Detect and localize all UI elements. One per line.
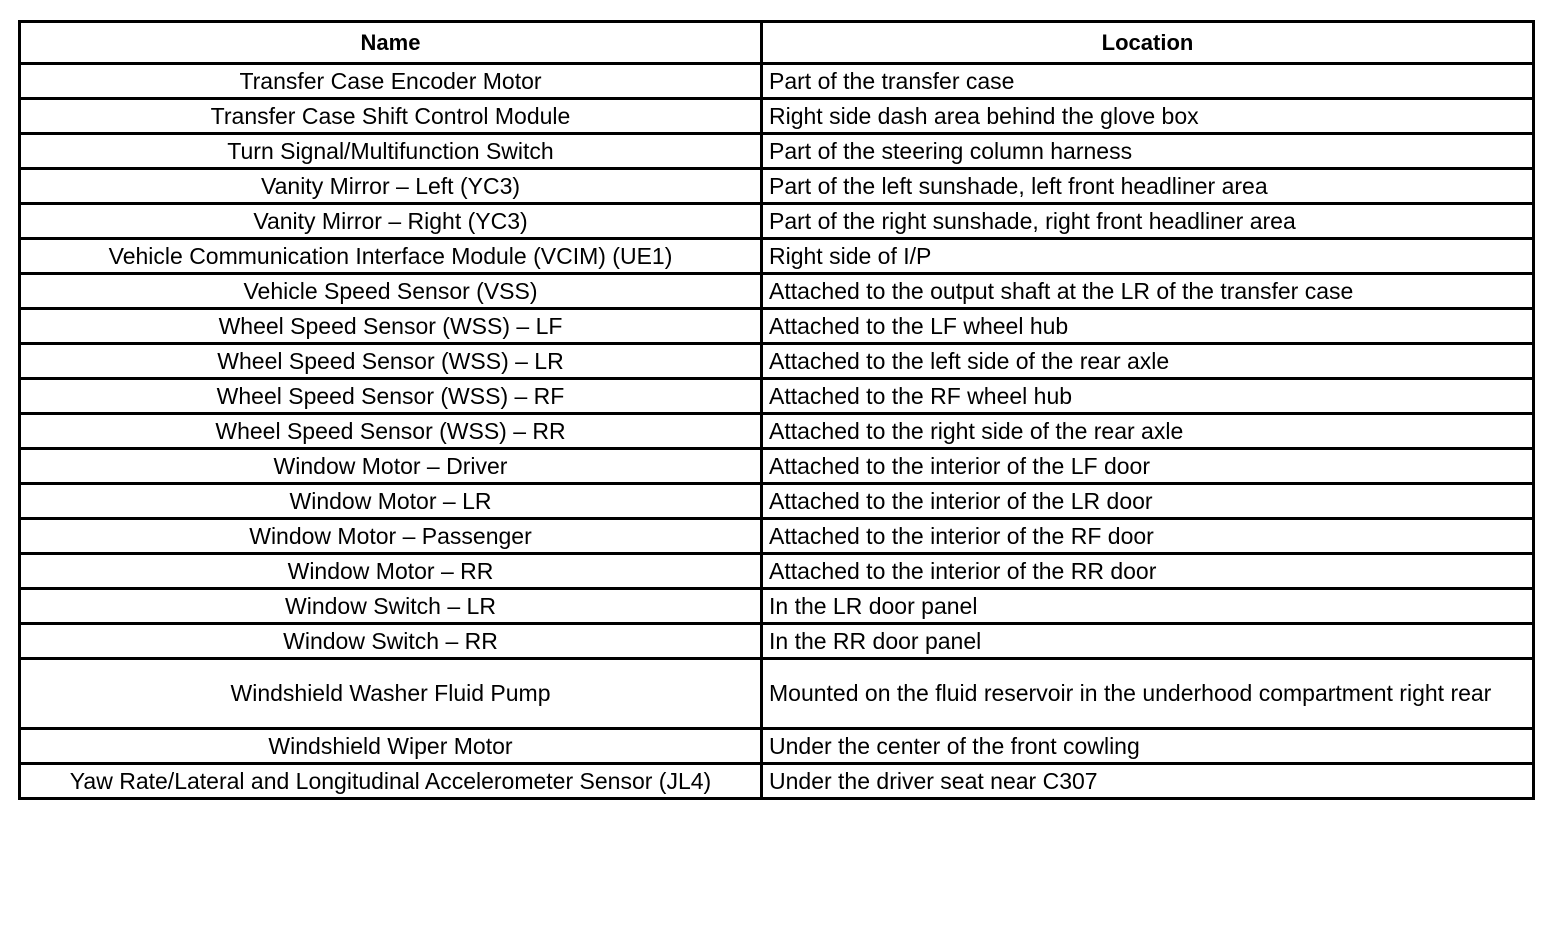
cell-name: Vanity Mirror – Right (YC3)	[20, 204, 762, 239]
cell-location: Attached to the interior of the RR door	[762, 554, 1534, 589]
cell-name: Windshield Wiper Motor	[20, 729, 762, 764]
cell-name: Window Motor – LR	[20, 484, 762, 519]
cell-location: Attached to the output shaft at the LR of the transfer case	[762, 274, 1534, 309]
cell-location: Part of the transfer case	[762, 64, 1534, 99]
cell-name: Window Motor – Driver	[20, 449, 762, 484]
table-row	[20, 414, 1534, 449]
table-row	[20, 449, 1534, 484]
table-row	[20, 624, 1534, 659]
table-row	[20, 589, 1534, 624]
cell-name: Wheel Speed Sensor (WSS) – LR	[20, 344, 762, 379]
cell-name: Transfer Case Shift Control Module	[20, 99, 762, 134]
table-row	[20, 659, 1534, 729]
cell-location: Part of the left sunshade, left front headliner area	[762, 169, 1534, 204]
column-header-name: Name	[20, 22, 762, 64]
cell-name: Window Motor – Passenger	[20, 519, 762, 554]
cell-name: Wheel Speed Sensor (WSS) – RF	[20, 379, 762, 414]
cell-name: Wheel Speed Sensor (WSS) – RR	[20, 414, 762, 449]
cell-name: Vehicle Communication Interface Module (VCIM) (UE1)	[20, 239, 762, 274]
cell-location: Under the driver seat near C307	[762, 764, 1534, 799]
cell-name: Vanity Mirror – Left (YC3)	[20, 169, 762, 204]
table-row	[20, 169, 1534, 204]
table-row	[20, 134, 1534, 169]
cell-name: Window Motor – RR	[20, 554, 762, 589]
cell-name: Turn Signal/Multifunction Switch	[20, 134, 762, 169]
table-row	[20, 379, 1534, 414]
table-row	[20, 309, 1534, 344]
cell-name: Wheel Speed Sensor (WSS) – LF	[20, 309, 762, 344]
cell-name: Windshield Washer Fluid Pump	[20, 659, 762, 729]
component-location-table-container	[18, 20, 1532, 800]
cell-location: In the LR door panel	[762, 589, 1534, 624]
cell-location: Attached to the right side of the rear axle	[762, 414, 1534, 449]
cell-location: Right side dash area behind the glove box	[762, 99, 1534, 134]
table-row	[20, 484, 1534, 519]
table-row	[20, 554, 1534, 589]
cell-location: Part of the right sunshade, right front headliner area	[762, 204, 1534, 239]
cell-location: Under the center of the front cowling	[762, 729, 1534, 764]
cell-name: Vehicle Speed Sensor (VSS)	[20, 274, 762, 309]
column-header-location: Location	[762, 22, 1534, 64]
cell-location: In the RR door panel	[762, 624, 1534, 659]
table-row	[20, 764, 1534, 799]
table-row	[20, 729, 1534, 764]
table-row	[20, 204, 1534, 239]
cell-location: Right side of I/P	[762, 239, 1534, 274]
cell-location: Attached to the RF wheel hub	[762, 379, 1534, 414]
cell-location: Part of the steering column harness	[762, 134, 1534, 169]
table-row	[20, 274, 1534, 309]
table-row	[20, 344, 1534, 379]
cell-location: Attached to the interior of the LR door	[762, 484, 1534, 519]
cell-location: Attached to the left side of the rear axle	[762, 344, 1534, 379]
cell-location: Mounted on the fluid reservoir in the underhood compartment right rear	[762, 659, 1534, 729]
table-header-row	[20, 22, 1534, 64]
cell-name: Window Switch – LR	[20, 589, 762, 624]
table-row	[20, 519, 1534, 554]
cell-name: Transfer Case Encoder Motor	[20, 64, 762, 99]
cell-name: Yaw Rate/Lateral and Longitudinal Accelerometer Sensor (JL4)	[20, 764, 762, 799]
cell-name: Window Switch – RR	[20, 624, 762, 659]
table-row	[20, 64, 1534, 99]
cell-location: Attached to the interior of the LF door	[762, 449, 1534, 484]
table-row	[20, 239, 1534, 274]
table-row	[20, 99, 1534, 134]
component-location-table	[18, 20, 1535, 800]
cell-location: Attached to the interior of the RF door	[762, 519, 1534, 554]
cell-location: Attached to the LF wheel hub	[762, 309, 1534, 344]
